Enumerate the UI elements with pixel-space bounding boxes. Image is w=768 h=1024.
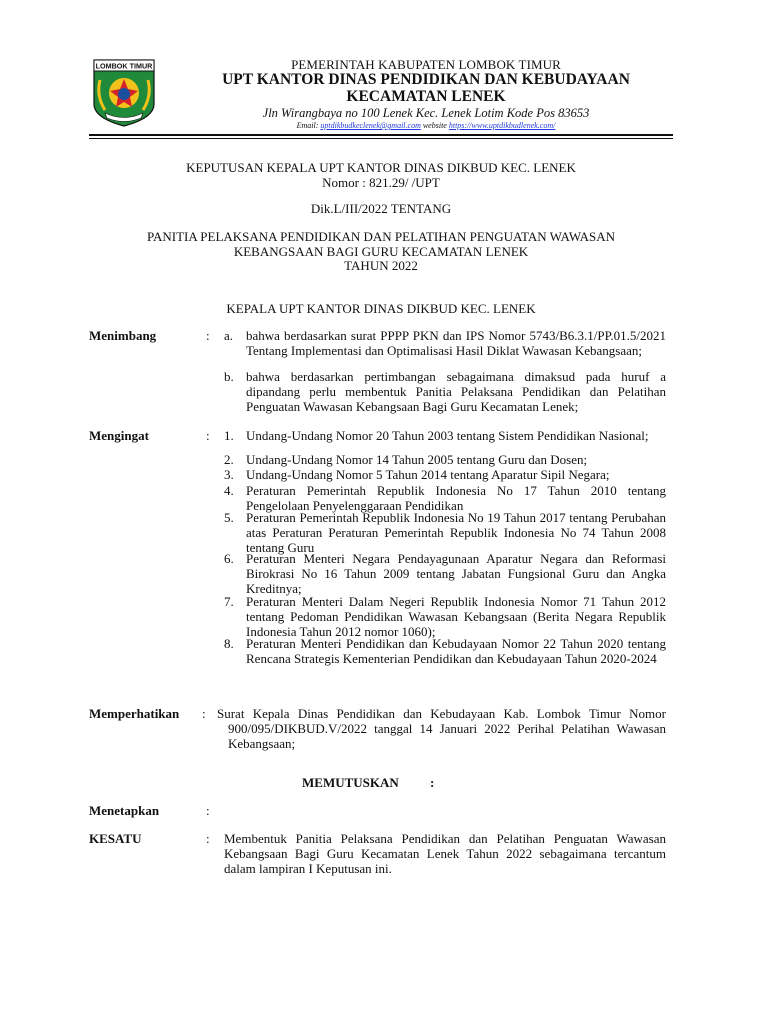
mengingat-item (224, 510, 666, 555)
letterhead-divider-thin (89, 138, 673, 139)
mengingat-item (224, 636, 666, 666)
letterhead-district: KECAMATAN LENEK (346, 88, 506, 105)
website-link[interactable]: https://www.uptdikbudlenek.com/ (448, 121, 556, 130)
memperhatikan-text: Surat Kepala Dinas Pendidikan dan Kebudayaan Kab. Lombok Timur Nomor 900/095/DIKBUD.V/2022 tanggal 14 Januari 2022 Perihal Pelatihan Wawasan Kebangsaan; (217, 706, 666, 751)
item-text: Peraturan Menteri Negara Pendayagunaan Aparatur Negara dan Reformasi Birokrasi No 16 Tahun 2009 tentang Jabatan Fungsional Guru dan Angka Kreditnya; (246, 551, 666, 596)
item-number: 2. (224, 452, 234, 467)
memperhatikan-label: Memperhatikan (89, 706, 180, 721)
menetapkan-label: Menetapkan (89, 803, 160, 818)
emblem-text: LOMBOK TIMUR (95, 61, 153, 71)
letterhead-address: Jln Wirangbaya no 100 Lenek Kec. Lenek Lotim Kode Pos 83653 (262, 106, 590, 120)
item-text: Undang-Undang Nomor 20 Tahun 2003 tentang Sistem Pendidikan Nasional; (246, 428, 649, 443)
lombok-timur-emblem-icon (91, 58, 157, 128)
item-text: Peraturan Pemerintah Republik Indonesia No 17 Tahun 2010 tentang Pengelolaan Penyelenggaraan Pendidikan (246, 483, 666, 513)
decree-title: KEPUTUSAN KEPALA UPT KANTOR DINAS DIKBUD KEC. LENEK (186, 160, 576, 175)
mengingat-item (224, 452, 666, 467)
kesatu-text: Membentuk Panitia Pelaksana Pendidikan dan Pelatihan Penguatan Wawasan Kebangsaan Bagi Guru Kecamatan Lenek Tahun 2022 sebagaimana tercantum dalam lampiran I Keputusan ini. (224, 831, 666, 876)
decree-issuer: KEPALA UPT KANTOR DINAS DIKBUD KEC. LENEK (226, 301, 536, 316)
item-number: 1. (224, 428, 234, 443)
website-label: website (422, 121, 447, 130)
mengingat-item (224, 483, 666, 513)
item-number: 8. (224, 636, 234, 651)
decree-subject-line-1: PANITIA PELAKSANA PENDIDIKAN DAN PELATIHAN PENGUATAN WAWASAN (146, 229, 616, 244)
mengingat-item (224, 551, 666, 596)
item-text: Peraturan Pemerintah Republik Indonesia No 19 Tahun 2017 tentang Perubahan atas Peraturan Peraturan Pemerintah Republik Indonesia No 74 Tahun 2008 tentang Guru (246, 510, 666, 555)
letterhead-contact (178, 121, 674, 130)
item-text: Peraturan Menteri Pendidikan dan Kebudayaan Nomor 22 Tahun 2020 tentang Rencana Strategis Kementerian Pendidikan dan Kebudayaan Tahun 2020-2024 (246, 636, 666, 666)
letterhead-office: UPT KANTOR DINAS PENDIDIKAN DAN KEBUDAYAAN (222, 71, 630, 88)
item-number: b. (224, 369, 234, 384)
item-number: 5. (224, 510, 234, 525)
memutuskan-colon: : (430, 775, 435, 790)
letterhead-government: PEMERINTAH KABUPATEN LOMBOK TIMUR (291, 57, 561, 72)
decree-number: Nomor : 821.29/ /UPT (322, 175, 440, 190)
item-number: 6. (224, 551, 234, 566)
item-number: a. (224, 328, 234, 343)
letterhead-divider (89, 134, 673, 136)
mengingat-item (224, 467, 666, 482)
item-number: 3. (224, 467, 234, 482)
menimbang-label: Menimbang (89, 328, 157, 343)
decree-subject-line-2: KEBANGSAAN BAGI GURU KECAMATAN LENEK (233, 244, 529, 259)
item-text: Undang-Undang Nomor 5 Tahun 2014 tentang Aparatur Sipil Negara; (246, 467, 610, 482)
item-number: 4. (224, 483, 234, 498)
email-label: Email: (296, 121, 319, 130)
mengingat-colon: : (206, 428, 210, 443)
menimbang-colon: : (206, 328, 210, 343)
memutuskan-heading: MEMUTUSKAN (302, 775, 399, 790)
decree-year: TAHUN 2022 (344, 258, 418, 273)
decree-number-suffix: Dik.L/III/2022 TENTANG (310, 201, 452, 216)
item-text: Undang-Undang Nomor 14 Tahun 2005 tentang Guru dan Dosen; (246, 452, 588, 467)
kesatu-label: KESATU (89, 831, 142, 846)
email-link[interactable]: uptdikbudkeclenek@gmail.com (320, 121, 421, 130)
memperhatikan-colon: : (202, 706, 206, 721)
mengingat-item (224, 428, 666, 443)
mengingat-label: Mengingat (89, 428, 149, 443)
item-text: bahwa berdasarkan pertimbangan sebagaimana dimaksud pada huruf a dipandang perlu membentuk Panitia Pelaksana Pendidikan dan Pelatihan Penguatan Wawasan Kebangsaan Bagi Guru Kecamatan Lenek; (246, 369, 666, 414)
item-text: bahwa berdasarkan surat PPPP PKN dan IPS Nomor 5743/B6.3.1/PP.01.5/2021 Tentang Implementasi dan Optimalisasi Hasil Diklat Wawasan Kebangsaan; (246, 328, 666, 358)
menimbang-item (224, 328, 666, 358)
item-number: 7. (224, 594, 234, 609)
menimbang-item (224, 369, 666, 414)
mengingat-item (224, 594, 666, 639)
item-text: Peraturan Menteri Dalam Negeri Republik Indonesia Nomor 71 Tahun 2012 tentang Pedoman Pendidikan Wawasan Kebangsaan (Berita Negara Republik Indonesia Tahun 2012 nomor 1060); (246, 594, 666, 639)
kesatu-colon: : (206, 831, 210, 846)
menetapkan-colon: : (206, 803, 210, 818)
